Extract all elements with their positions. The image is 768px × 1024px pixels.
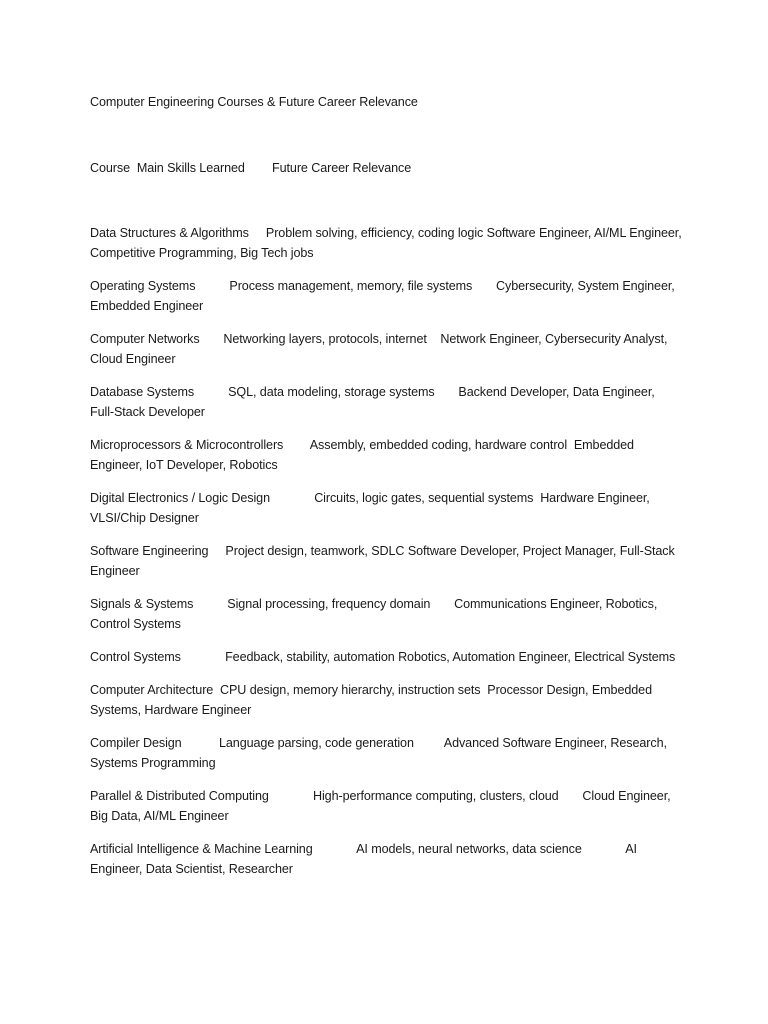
row-skills: Networking layers, protocols, internet: [223, 332, 427, 346]
table-row: [90, 435, 682, 475]
row-skills: AI models, neural networks, data science: [356, 842, 582, 856]
row-course: Computer Architecture: [90, 683, 214, 697]
table-row: [90, 541, 682, 581]
row-skills: Project design, teamwork, SDLC: [225, 544, 405, 558]
table-row: [90, 733, 682, 773]
row-skills: Circuits, logic gates, sequential systems: [314, 491, 534, 505]
table-row: [90, 647, 682, 667]
document-body: [90, 92, 686, 892]
row-career: AI Engineer, Data Scientist, Researcher: [90, 842, 641, 876]
row-course: Microprocessors & Microcontrollers: [90, 438, 284, 452]
row-career: Network Engineer, Cybersecurity Analyst, Cloud Engineer: [90, 332, 671, 366]
row-course: Data Structures & Algorithms: [90, 226, 249, 240]
row-skills: Signal processing, frequency domain: [227, 597, 431, 611]
table-row: [90, 276, 682, 316]
row-skills: CPU design, memory hierarchy, instruction sets: [220, 683, 481, 697]
row-course: Computer Networks: [90, 332, 200, 346]
table-row: [90, 329, 682, 369]
table-row: [90, 488, 682, 528]
row-career: Software Developer, Project Manager, Full-Stack Engineer: [90, 544, 679, 578]
row-skills: Problem solving, efficiency, coding logic: [265, 226, 484, 240]
row-skills: Process management, memory, file systems: [229, 279, 473, 293]
row-course: Control Systems: [90, 650, 181, 664]
row-career: Embedded Engineer, IoT Developer, Robotics: [90, 438, 638, 472]
row-career: Communications Engineer, Robotics, Control Systems: [90, 597, 661, 631]
row-career: Robotics, Automation Engineer, Electrical Systems: [398, 650, 676, 664]
row-skills: Assembly, embedded coding, hardware control: [309, 438, 568, 452]
row-course: Database Systems: [90, 385, 195, 399]
row-course: Operating Systems: [90, 279, 196, 293]
table-row: [90, 382, 682, 422]
row-career: Processor Design, Embedded Systems, Hardware Engineer: [90, 683, 656, 717]
table-row: [90, 680, 682, 720]
row-course: Digital Electronics / Logic Design: [90, 491, 270, 505]
row-skills: Feedback, stability, automation: [225, 650, 395, 664]
row-skills: High-performance computing, clusters, cloud: [312, 789, 559, 803]
table-header-row: [90, 158, 682, 178]
header-course: Course: [90, 161, 130, 175]
row-career: Cloud Engineer, Big Data, AI/ML Engineer: [90, 789, 674, 823]
table-row: [90, 839, 682, 879]
row-career: Backend Developer, Data Engineer, Full-Stack Developer: [90, 385, 659, 419]
row-course: Software Engineering: [90, 544, 209, 558]
row-course: Compiler Design: [90, 736, 182, 750]
row-skills: SQL, data modeling, storage systems: [228, 385, 435, 399]
header-skills: Main Skills Learned: [136, 161, 245, 175]
row-course: Artificial Intelligence & Machine Learning: [90, 842, 313, 856]
table-row: [90, 786, 682, 826]
document-title: Computer Engineering Courses & Future Career Relevance: [90, 95, 418, 109]
row-course: Parallel & Distributed Computing: [90, 789, 269, 803]
row-career: Advanced Software Engineer, Research, Systems Programming: [90, 736, 671, 770]
table-row: [90, 223, 686, 263]
header-career: Future Career Relevance: [272, 161, 412, 175]
table-row: [90, 594, 682, 634]
row-skills: Language parsing, code generation: [218, 736, 414, 750]
row-course: Signals & Systems: [90, 597, 194, 611]
row-career: Software Engineer, AI/ML Engineer, Competitive Programming, Big Tech jobs: [90, 226, 686, 260]
row-career: Cybersecurity, System Engineer, Embedded Engineer: [90, 279, 679, 313]
row-career: Hardware Engineer, VLSI/Chip Designer: [90, 491, 654, 525]
